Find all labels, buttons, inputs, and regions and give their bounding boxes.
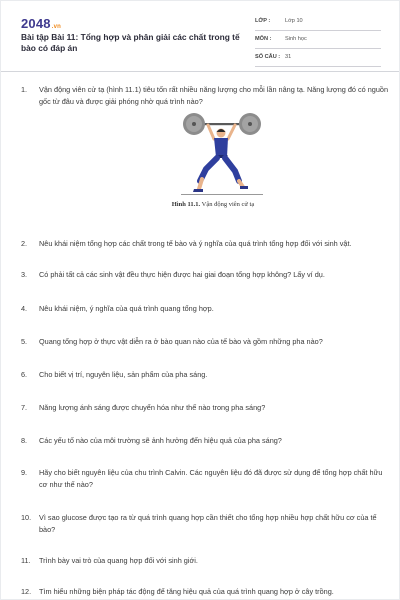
question-text: Trình bày vai trò của quang hợp đối với sinh giới. bbox=[39, 556, 198, 565]
question-text: Tìm hiểu những biện pháp tác động để tăng hiệu quả của quá trình quang hợp ở cây trồng. bbox=[39, 587, 334, 596]
site-logo[interactable] bbox=[21, 16, 61, 31]
question-number: 12. bbox=[21, 587, 32, 596]
meta-row-count bbox=[255, 51, 381, 67]
question-text: Cho biết vị trí, nguyên liệu, sản phẩm của pha sáng. bbox=[39, 370, 208, 379]
meta-label: SỐ CÂU : bbox=[255, 54, 281, 60]
meta-label: LỚP : bbox=[255, 18, 271, 24]
caption-label: Hình 11.1. bbox=[171, 201, 201, 208]
meta-value: Sinh học bbox=[285, 36, 307, 42]
question-number: 4. bbox=[21, 304, 28, 313]
document-header bbox=[1, 1, 399, 69]
meta-value: Lớp 10 bbox=[285, 18, 303, 24]
question-number: 10. bbox=[21, 513, 32, 522]
meta-panel bbox=[255, 15, 381, 69]
header-divider bbox=[1, 71, 399, 72]
question-number: 9. bbox=[21, 468, 28, 477]
question-number: 3. bbox=[21, 270, 28, 279]
question-number: 2. bbox=[21, 239, 28, 248]
question-number: 8. bbox=[21, 436, 28, 445]
question-text: Có phải tất cả các sinh vật đều thực hiện được hai giai đoạn tổng hợp không? Lấy ví dụ. bbox=[39, 270, 325, 279]
weightlifter-illustration bbox=[181, 111, 263, 197]
meta-value: 31 bbox=[285, 54, 292, 60]
question-text: Nêu khái niệm, ý nghĩa của quá trình quang tổng hợp. bbox=[39, 304, 214, 313]
question-number: 5. bbox=[21, 337, 28, 346]
meta-row-subject bbox=[255, 33, 381, 49]
question-text: Các yếu tố nào của môi trường sẽ ảnh hưởng đến hiệu quả của pha sáng? bbox=[39, 436, 282, 445]
question-number: 1. bbox=[21, 85, 28, 94]
question-text: Quang tổng hợp ở thực vật diễn ra ở bào quan nào của tế bào và gồm những pha nào? bbox=[39, 337, 323, 346]
weightlifter-figure bbox=[181, 111, 263, 197]
logo-main: 2048 bbox=[21, 16, 51, 31]
question-text: Nêu khái niệm tổng hợp các chất trong tế bào và ý nghĩa của quá trình tổng hợp đối với sinh vật. bbox=[39, 239, 352, 248]
meta-label: MÔN : bbox=[255, 36, 272, 42]
figure-caption bbox=[151, 200, 275, 209]
question-number: 7. bbox=[21, 403, 28, 412]
caption-text: Vận động viên cử tạ bbox=[201, 201, 255, 208]
logo-suffix: .vn bbox=[51, 24, 62, 30]
document-page bbox=[1, 1, 399, 599]
document-title: Bài tập Bài 11: Tổng hợp và phân giải các chất trong tế bào có đáp án bbox=[21, 32, 240, 53]
question-text: Năng lượng ánh sáng được chuyển hóa như thế nào trong pha sáng? bbox=[39, 403, 266, 412]
question-text: Vận động viên cử tạ (hình 11.1) tiêu tốn rất nhiều năng lượng cho mỗi lần nâng tạ. Năng lượng đó có nguồn gốc từ đâu và được giải phóng nhờ quá trình nào? bbox=[39, 85, 389, 106]
question-number: 6. bbox=[21, 370, 28, 379]
question-text: Hãy cho biết nguyên liệu của chu trình Calvin. Các nguyên liệu đó đã được sử dụng để tổng hợp chất hữu cơ như thế nào? bbox=[39, 468, 383, 489]
meta-row-class bbox=[255, 15, 381, 31]
question-text: Vì sao glucose được tạo ra từ quá trình quang hợp cần thiết cho tổng hợp nhiều hợp chất hữu cơ của tế bào? bbox=[39, 513, 377, 534]
question-number: 11. bbox=[21, 556, 31, 565]
